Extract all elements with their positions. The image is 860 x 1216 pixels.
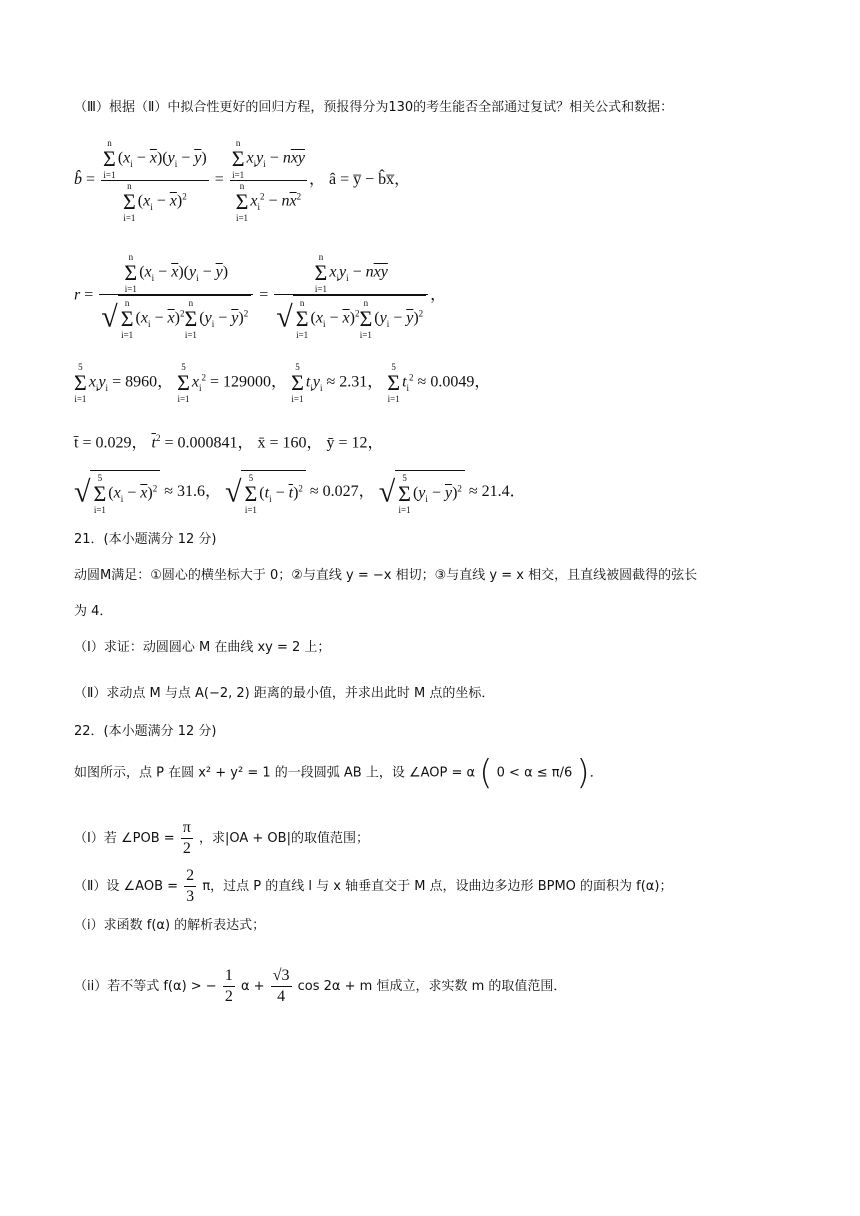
q22-sub2-mid: α + <box>240 979 265 994</box>
q22-body-text: 如图所示，点 P 在圆 x² + y² = 1 的一段圆弧 AB 上，设 ∠AOP = α <box>74 765 476 781</box>
q22-part1-tail: ，求|OA + OB|的取值范围； <box>199 831 369 846</box>
sum-ty-value: ≈ 2.31， <box>326 373 384 391</box>
q22-part1 <box>74 818 369 859</box>
q22-sub2-fraction-2: $\frac{√3}{4}$ <box>272 967 290 1005</box>
q22-part2-fraction: $\frac{2}{3}$ <box>186 867 195 905</box>
q22-body: 如图所示，点 P 在圆 x² + y² = 1 的一段圆弧 AB 上，设 ∠AOP = α ( 0 < α ≤ π/6 )． <box>74 753 603 793</box>
part3-heading: （Ⅲ）根据（Ⅱ）中拟合性更好的回归方程，预报得分为130的考生能否全部通过复试？相关公式和数据： <box>74 100 674 115</box>
q21-title: 21．(本小题满分 12 分) <box>74 532 217 547</box>
q22-condition: 0 < α ≤ π/6 <box>496 765 573 781</box>
b-hat-formula: b̂ = n Σ $i=1(x_i - \overline{x})(y_i - \overline{y})$ n Σ $i=1(x_i - \overline{x})^2$ = n Σ $i=1x_iy_i - n\overline{xy}$ n Σ $i=1x_i^2 - n\overline{x}^2$ ， â = y̅ − b̂x̅， <box>74 138 411 223</box>
q21-body-line1: 动圆M满足：①圆心的横坐标大于 0；②与直线 y = −x 相切；③与直线 y = x 相交，且直线被圆截得的弦长 <box>74 568 698 583</box>
q22-part1-lead: （Ⅰ）若 ∠POB = <box>74 831 175 846</box>
q22-title: 22．(本小题满分 12 分) <box>74 724 217 739</box>
q22-sub2-lead: （ii）若不等式 f(α) > − <box>74 979 217 994</box>
r-symbol: r <box>74 286 81 304</box>
r-formula: r = n Σ $i=1(x_i - \overline{x})(y_i - \overline{y})$ √ n Σ $i=1(x_i - \overline{x})^2n$ Σ $i=1(y_i - \overline{y})^2$ = n Σ $i=1x_iy_i - n\overline{xy}$ √ n Σ $i=1(x_i - \overline{x})^2n$ Σ $i=1(y_i - \overline{y})^2$ ， <box>74 252 447 340</box>
b-hat-fraction-1: n Σ $i=1(x_i - \overline{x})(y_i - \overline{y})$ n Σ $i=1(x_i - \overline{x})^2$ <box>103 138 207 223</box>
q22-sub2-fraction-1: $\frac{1}{2}$ <box>224 967 233 1005</box>
sx-value: ≈ 31.6， <box>164 483 221 501</box>
r-fraction-2: n Σ $i=1x_iy_i - n\overline{xy}$ √ n Σ $i=1(x_i - \overline{x})^2n$ Σ $i=1(y_i - \overline{y})^2$ <box>274 252 428 340</box>
y-bar-value: ȳ = 12， <box>326 434 384 452</box>
r-fraction-1: n Σ $i=1(x_i - \overline{x})(y_i - \overline{y})$ √ n Σ $i=1(x_i - \overline{x})^2n$ Σ $i=1(y_i - \overline{y})^2$ <box>99 252 253 340</box>
q22-part1-fraction: $\frac{\pi}{2}$ <box>182 819 191 857</box>
st-value: ≈ 0.027， <box>309 483 375 501</box>
sqrt-row: √ 5 Σ $i=1(x_i - \overline{x})^2 \approx 31.6$， √ 5 Σ $i=1(t_i - \overline{t})^2 \approx 0.027$， √ 5 Σ $i=1(y_i - \overline{y})^2 \approx 21.4$． <box>74 470 526 515</box>
t-bar-sq-value: = 0.000841， <box>164 434 254 452</box>
q21-part1: （Ⅰ）求证：动圆圆心 M 在曲线 xy = 2 上； <box>74 640 331 655</box>
x-bar-value: x̄ = 160， <box>257 434 323 452</box>
means-row: t̄ = 0.029， $\overline{t}^2 = 0.000841$， x̄ = 160， ȳ = 12， <box>74 433 384 452</box>
q22-part2-lead: （Ⅱ）设 ∠AOB = <box>74 879 179 894</box>
q22-sub2-tail: cos 2α + m 恒成立，求实数 m 的取值范围． <box>297 979 567 994</box>
sum-t2-value: ≈ 0.0049， <box>417 373 491 391</box>
q22-part2-tail: π，过点 P 的直线 l 与 x 轴垂直交于 M 点，设曲边多边形 BPMO 的面积为 f(α)； <box>202 879 673 894</box>
sums-row: 5 Σ $i=1x_iy_i = 8960$， 5 Σ $i=1x_i^2 = 129000$， 5 Σ $i=1t_iy_i \approx 2.31$， 5 Σ $i=1t_i^2 \approx 0.0049$， <box>74 362 491 404</box>
q22-part2 <box>74 866 672 907</box>
a-hat-formula: â = y̅ − b̂x̅， <box>329 171 411 189</box>
q22-sub2 <box>74 966 566 1007</box>
sum-x2-value: = 129000， <box>210 373 288 391</box>
sy-value: ≈ 21.4． <box>468 483 526 501</box>
t-bar-value: t̄ = 0.029， <box>74 434 148 452</box>
q21-body-line2: 为 4． <box>74 604 113 619</box>
sum-xy-value: = 8960， <box>112 373 174 391</box>
q21-part2: （Ⅱ）求动点 M 与点 A(−2, 2) 距离的最小值，并求出此时 M 点的坐标． <box>74 686 495 701</box>
b-hat-symbol: b̂ <box>74 171 82 189</box>
b-hat-fraction-2: n Σ $i=1x_iy_i - n\overline{xy}$ n Σ $i=1x_i^2 - n\overline{x}^2$ <box>231 138 306 223</box>
q22-sub1: （i）求函数 f(α) 的解析表达式； <box>74 918 266 933</box>
